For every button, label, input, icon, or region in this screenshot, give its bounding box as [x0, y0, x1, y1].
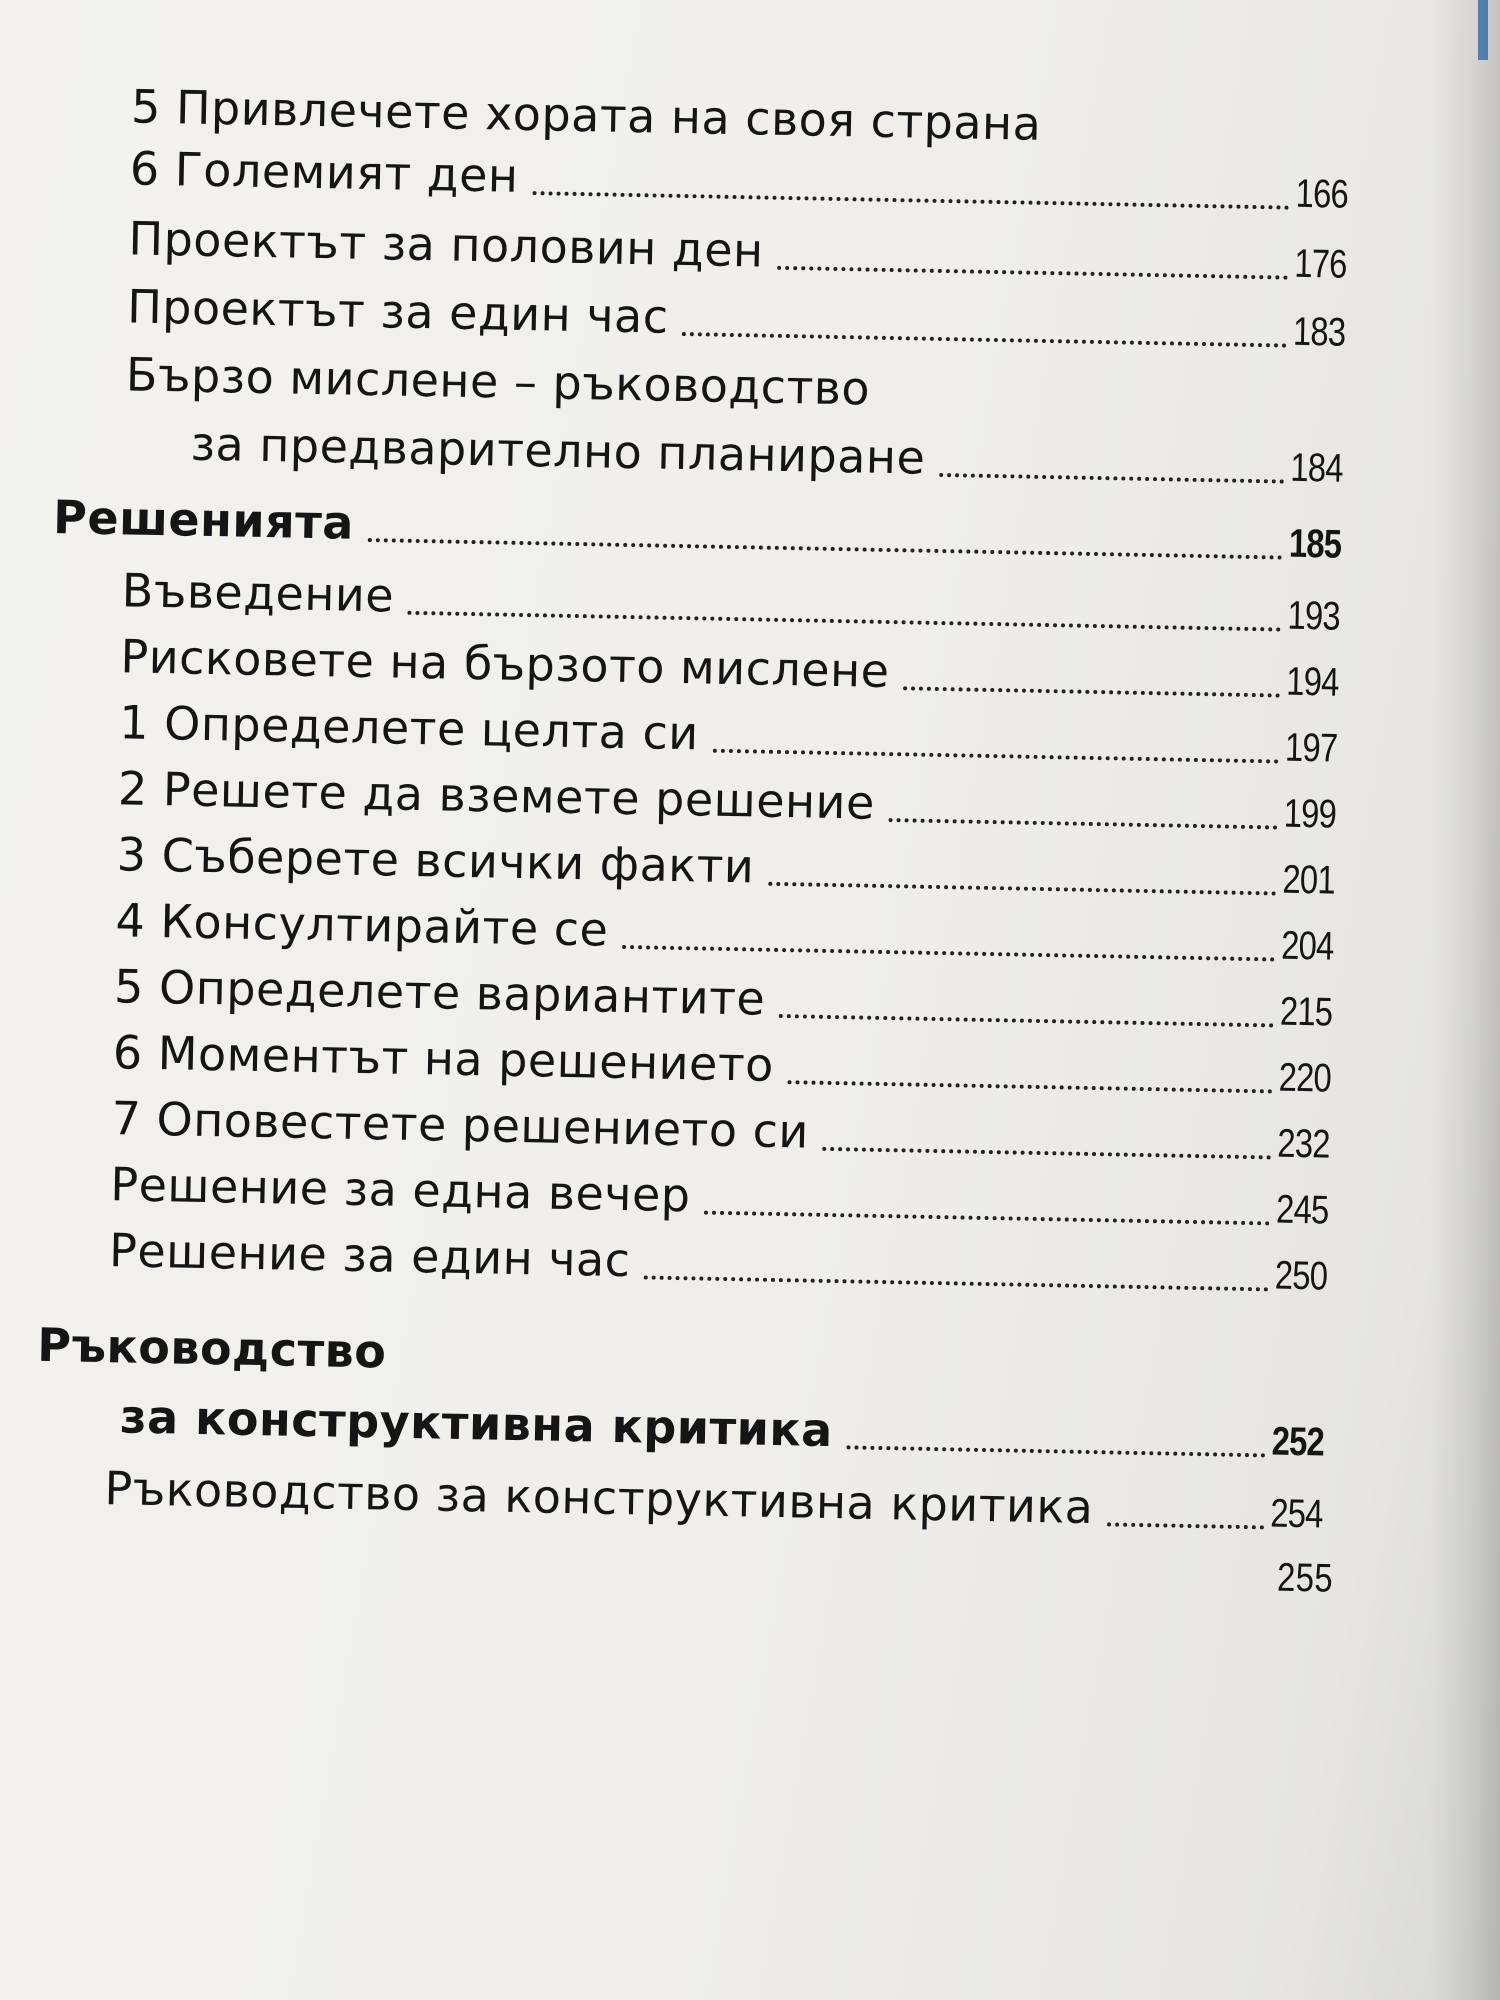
toc-entry [114, 959, 1345, 1037]
dot-leader [704, 1211, 1270, 1226]
dot-leader [622, 945, 1275, 962]
dot-leader [368, 538, 1283, 560]
dot-leader [1107, 1522, 1264, 1529]
toc-entry [119, 695, 1350, 773]
toc-entry [109, 1223, 1340, 1301]
toc-entry-label: 3 Съберете всички факти [116, 827, 755, 894]
toc-entry-label: Проектът за половин ден [128, 211, 765, 278]
toc-page-number: 193 [1287, 593, 1341, 639]
toc-entry-label: 4 Консултирайте се [114, 893, 609, 957]
toc-page-number: 183 [1292, 309, 1346, 355]
toc-entry [121, 563, 1352, 641]
toc-section-label: за конструктивна критика [119, 1389, 834, 1458]
toc-section [53, 490, 1354, 569]
dot-leader [903, 686, 1280, 697]
toc-entry-label: 5 Определете вариантите [113, 959, 766, 1026]
toc-page-number: 220 [1278, 1055, 1332, 1101]
toc-entry [111, 1091, 1342, 1169]
dot-leader [712, 749, 1279, 764]
toc-page-number: 215 [1279, 989, 1333, 1035]
toc-entry-label: Рисковете на бързото мислене [120, 629, 891, 699]
toc-entry-label: 1 Определете целта си [118, 695, 700, 761]
dot-leader [888, 818, 1277, 829]
toc-heading-line [131, 79, 1042, 150]
toc-page-number: 197 [1284, 725, 1338, 771]
toc-entry [190, 417, 1355, 493]
toc-entry [129, 141, 1360, 219]
toc-section-label: Ръководство [36, 1317, 387, 1379]
toc-page-number: 250 [1274, 1253, 1328, 1299]
dot-leader [822, 1147, 1271, 1160]
toc-entry-label: за предварително планиране [190, 416, 926, 485]
dot-leader [777, 266, 1288, 280]
toc-entry [128, 211, 1359, 289]
toc-entry-label: 7 Оповестете решението си [111, 1091, 810, 1159]
toc-page-number: 184 [1290, 445, 1344, 491]
dot-leader [682, 332, 1287, 348]
toc-entry [110, 1157, 1341, 1235]
toc-page-number: 254 [1270, 1491, 1324, 1537]
toc-page-number-value: 255 [1276, 1555, 1334, 1601]
dot-leader [787, 1080, 1272, 1093]
toc-heading-line [125, 347, 870, 415]
toc-entry-label: 6 Моментът на решението [112, 1025, 775, 1092]
toc-entry [116, 827, 1347, 905]
toc-section-heading [37, 1318, 387, 1379]
toc-entry-label: Въведение [121, 563, 395, 623]
toc-page-number: 232 [1277, 1121, 1331, 1167]
toc-page-number: 204 [1281, 923, 1335, 969]
toc-entry [115, 893, 1346, 971]
toc-section [119, 1389, 1336, 1466]
toc-entry [127, 279, 1358, 357]
dot-leader [644, 1275, 1269, 1291]
toc-entry-label: 6 Големият ден [129, 141, 520, 203]
toc-entry-label: Решение за един час [108, 1223, 632, 1288]
dot-leader [768, 882, 1277, 896]
dot-leader [846, 1445, 1265, 1457]
toc-entry-label: Ръководство за конструктивна критика [104, 1461, 1094, 1535]
toc-entry-label: 2 Решете да вземете решение [117, 761, 876, 830]
toc-page-number [1277, 1556, 1334, 1602]
toc-section-label: Решенията [52, 489, 355, 550]
toc-page-number: 166 [1295, 171, 1349, 217]
dot-leader [408, 611, 1282, 632]
toc-page-number: 199 [1283, 791, 1337, 837]
toc-entry-label: Бързо мислене – ръководство [125, 347, 871, 416]
toc-entry-label: 5 Привлечете хората на своя страна [130, 79, 1042, 151]
toc-entry [118, 761, 1349, 839]
toc-page-number: 245 [1275, 1187, 1330, 1233]
toc-entry-label: Проектът за един час [126, 279, 670, 344]
toc-page-number: 185 [1288, 521, 1342, 567]
dot-leader [779, 1014, 1274, 1028]
toc-page-number: 201 [1282, 857, 1336, 903]
toc-entry [120, 629, 1351, 707]
toc-page-number: 252 [1271, 1419, 1325, 1465]
dot-leader [532, 191, 1290, 210]
toc-page-number: 194 [1286, 659, 1340, 705]
toc-page-number: 176 [1294, 241, 1348, 287]
toc-entry [112, 1025, 1343, 1103]
dot-leader [939, 473, 1284, 484]
toc-entry [104, 1461, 1335, 1539]
toc-entry-label: Решение за една вечер [109, 1157, 692, 1223]
